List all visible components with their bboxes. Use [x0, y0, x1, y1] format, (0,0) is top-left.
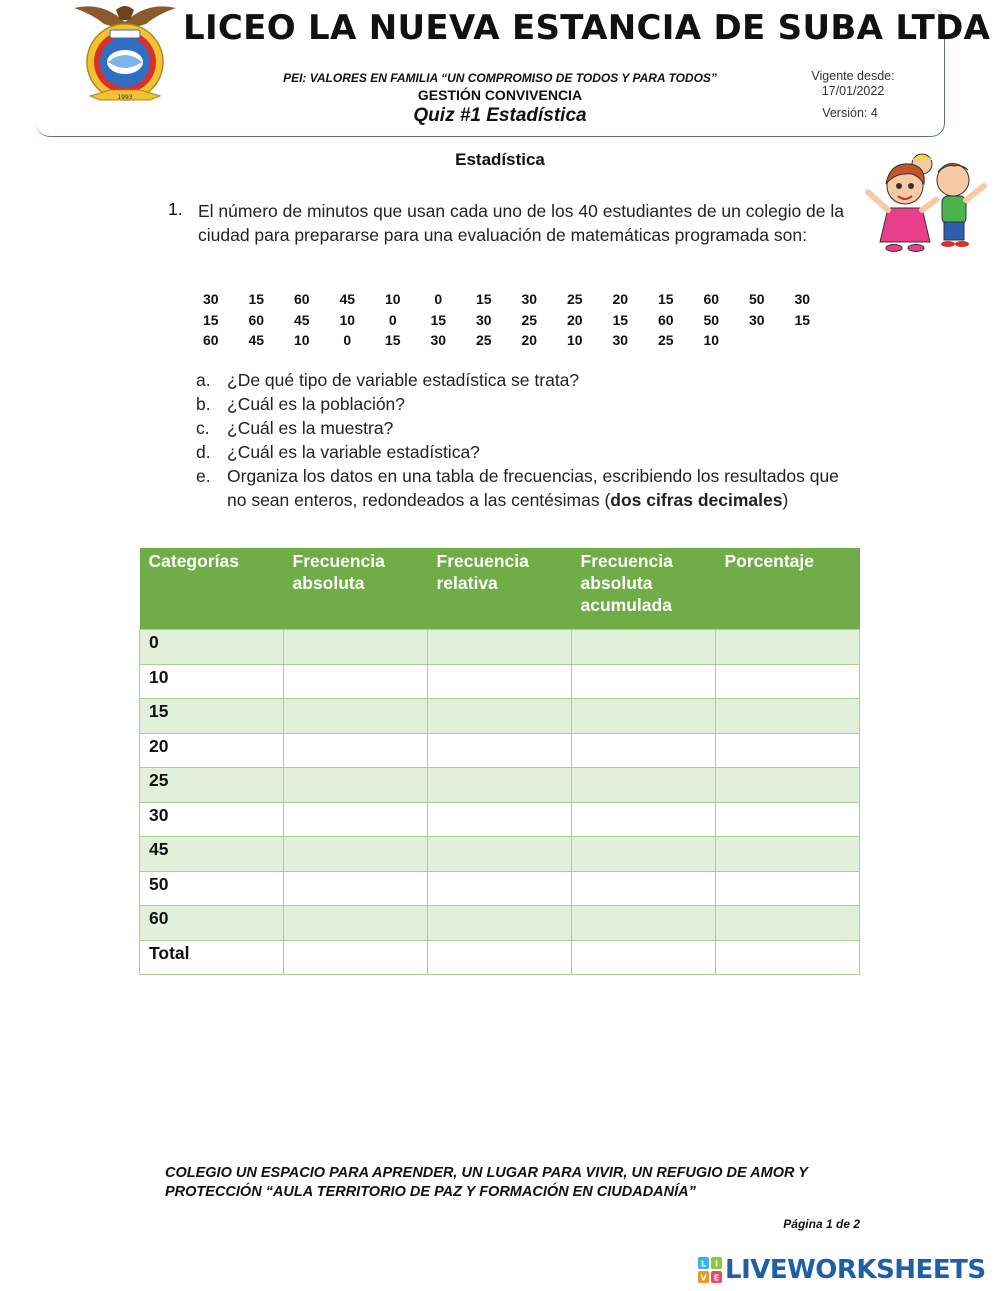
- data-value: 45: [293, 311, 310, 328]
- absolute-frequency-cell[interactable]: [284, 699, 428, 734]
- data-value: 15: [384, 332, 401, 349]
- school-crest-logo: [70, 0, 180, 110]
- percentage-cell[interactable]: [716, 906, 860, 941]
- percentage-cell[interactable]: [716, 630, 860, 665]
- header-frecuencia-relativa: Frecuencia relativa: [428, 548, 572, 630]
- data-value: 60: [248, 311, 265, 328]
- cumulative-frequency-cell[interactable]: [572, 733, 716, 768]
- liveworksheets-brand[interactable]: [698, 1254, 986, 1286]
- subquestion-text-part: Organiza los datos en una tabla de frecuencias, escribiendo los resultados que no sean enteros, redondeados a las centésimas (: [227, 466, 839, 510]
- valid-date: 17/01/2022: [821, 84, 885, 98]
- cumulative-frequency-cell[interactable]: [572, 630, 716, 665]
- cumulative-frequency-cell[interactable]: [572, 768, 716, 803]
- page-number: Página 1 de 2: [783, 1217, 860, 1231]
- valid-label: Vigente desde:: [811, 69, 895, 83]
- kids-illustration: [850, 150, 990, 260]
- subquestion-text: [227, 464, 846, 512]
- question-text: El número de minutos que usan cada uno de los 40 estudiantes de un colegio de la ciudad para prepararse para una evaluación de matemáticas programada son:: [198, 201, 845, 245]
- data-value: 15: [475, 291, 492, 308]
- cumulative-frequency-cell[interactable]: [572, 871, 716, 906]
- data-value: 50: [703, 311, 720, 328]
- subquestion-text: ¿De qué tipo de variable estadística se trata?: [227, 370, 580, 390]
- category-cell: 60: [140, 906, 284, 941]
- percentage-cell[interactable]: [716, 837, 860, 872]
- data-value: 25: [521, 311, 538, 328]
- table-row: [140, 871, 860, 906]
- cumulative-frequency-cell[interactable]: [572, 906, 716, 941]
- percentage-cell[interactable]: [716, 802, 860, 837]
- absolute-frequency-cell[interactable]: [284, 906, 428, 941]
- subject-heading: Estadística: [455, 150, 545, 169]
- subquestion-letter: a.: [196, 370, 211, 390]
- subquestion-letter: b.: [196, 394, 211, 414]
- table-row: [140, 768, 860, 803]
- liveworksheets-badge-icon: [698, 1257, 722, 1283]
- percentage-cell[interactable]: [716, 699, 860, 734]
- table-row: [140, 837, 860, 872]
- relative-frequency-cell[interactable]: [428, 733, 572, 768]
- header-porcentaje: Porcentaje: [716, 548, 860, 630]
- header-frecuencia-acumulada: Frecuencia absoluta acumulada: [572, 548, 716, 630]
- absolute-frequency-cell[interactable]: [284, 940, 428, 975]
- category-cell: 20: [140, 733, 284, 768]
- footer-motto: COLEGIO UN ESPACIO PARA APRENDER, UN LUGAR PARA VIVIR, UN REFUGIO DE AMOR Y PROTECCIÓN “AULA TERRITORIO DE PAZ Y FORMACIÓN EN CIUDADANÍA”: [165, 1165, 808, 1200]
- absolute-frequency-cell[interactable]: [284, 630, 428, 665]
- data-value: 10: [293, 332, 310, 349]
- badge-letter-e: E: [713, 1273, 720, 1283]
- data-value: 15: [657, 291, 674, 308]
- cumulative-frequency-cell[interactable]: [572, 664, 716, 699]
- header-categorias: Categorías: [140, 548, 284, 630]
- percentage-cell[interactable]: [716, 940, 860, 975]
- percentage-cell[interactable]: [716, 871, 860, 906]
- pei-motto: PEI: VALORES EN FAMILIA “UN COMPROMISO DE TODOS Y PARA TODOS”: [283, 71, 717, 85]
- subquestion-letter: e.: [196, 466, 211, 486]
- badge-letter-v: V: [700, 1273, 707, 1283]
- data-value: 10: [339, 311, 356, 328]
- table-header-row: [140, 548, 860, 630]
- data-value: 25: [657, 332, 674, 349]
- department-label: GESTIÓN CONVIVENCIA: [417, 87, 583, 103]
- frequency-table: [139, 548, 860, 975]
- data-row: [188, 330, 825, 351]
- subquestion-text: ¿Cuál es la muestra?: [227, 418, 394, 438]
- school-title: LICEO LA NUEVA ESTANCIA DE SUBA LTDA: [183, 8, 991, 48]
- subquestion-letter: c.: [196, 418, 210, 438]
- data-value: 15: [202, 311, 219, 328]
- subquestion-letter: d.: [196, 442, 211, 462]
- subquestion-text: ¿Cuál es la variable estadística?: [227, 442, 480, 462]
- data-value: 20: [521, 332, 538, 349]
- data-value: 45: [248, 332, 265, 349]
- subquestion-text: ¿Cuál es la población?: [227, 394, 406, 414]
- minutes-data-grid: [188, 289, 825, 351]
- data-value: 0: [434, 291, 443, 308]
- percentage-cell[interactable]: [716, 768, 860, 803]
- category-cell: 50: [140, 871, 284, 906]
- absolute-frequency-cell[interactable]: [284, 802, 428, 837]
- liveworksheets-wordmark: LIVEWORKSHEETS: [725, 1255, 986, 1285]
- subquestion-item: [196, 392, 846, 416]
- subquestion-item: [196, 416, 846, 440]
- percentage-cell[interactable]: [716, 733, 860, 768]
- data-value: 15: [612, 311, 629, 328]
- data-value: 15: [248, 291, 265, 308]
- cumulative-frequency-cell[interactable]: [572, 699, 716, 734]
- subquestion-text-bold: dos cifras decimales: [610, 490, 783, 510]
- data-value: 45: [339, 291, 356, 308]
- data-value: 25: [475, 332, 492, 349]
- data-value: 30: [430, 332, 447, 349]
- category-cell: 15: [140, 699, 284, 734]
- data-value: 60: [657, 311, 674, 328]
- data-value: 25: [566, 291, 583, 308]
- badge-letter-l: L: [700, 1259, 707, 1269]
- category-cell: 25: [140, 768, 284, 803]
- data-value: 60: [202, 332, 219, 349]
- data-value: 10: [703, 332, 720, 349]
- relative-frequency-cell[interactable]: [428, 768, 572, 803]
- table-row: [140, 664, 860, 699]
- subquestion-text-part: ): [782, 490, 789, 510]
- category-cell: 10: [140, 664, 284, 699]
- data-value: 30: [612, 332, 629, 349]
- data-value: 15: [430, 311, 447, 328]
- data-value: 50: [748, 291, 765, 308]
- cumulative-frequency-cell[interactable]: [572, 940, 716, 975]
- subquestion-list: [196, 368, 846, 512]
- relative-frequency-cell[interactable]: [428, 664, 572, 699]
- category-cell: Total: [140, 940, 284, 975]
- data-value: 60: [703, 291, 720, 308]
- table-row: [140, 906, 860, 941]
- subquestion-item: [196, 464, 846, 512]
- absolute-frequency-cell[interactable]: [284, 837, 428, 872]
- relative-frequency-cell[interactable]: [428, 906, 572, 941]
- relative-frequency-cell[interactable]: [428, 940, 572, 975]
- data-value: 10: [566, 332, 583, 349]
- absolute-frequency-cell[interactable]: [284, 733, 428, 768]
- relative-frequency-cell[interactable]: [428, 630, 572, 665]
- table-row: [140, 733, 860, 768]
- data-value: 15: [794, 311, 811, 328]
- valid-since: [790, 69, 916, 99]
- table-row: [140, 940, 860, 975]
- absolute-frequency-cell[interactable]: [284, 664, 428, 699]
- data-value: 30: [521, 291, 538, 308]
- category-cell: 30: [140, 802, 284, 837]
- subquestion-item: [196, 440, 846, 464]
- data-value: 0: [388, 311, 397, 328]
- data-value: 30: [748, 311, 765, 328]
- data-value: 30: [202, 291, 219, 308]
- relative-frequency-cell[interactable]: [428, 699, 572, 734]
- percentage-cell[interactable]: [716, 664, 860, 699]
- absolute-frequency-cell[interactable]: [284, 768, 428, 803]
- logo-year: 1993: [117, 94, 133, 101]
- version-label: Versión: 4: [822, 106, 878, 120]
- table-row: [140, 802, 860, 837]
- table-row: [140, 699, 860, 734]
- data-value: 20: [612, 291, 629, 308]
- data-value: 0: [343, 332, 352, 349]
- quiz-title: Quiz #1 Estadística: [413, 105, 587, 126]
- category-cell: 0: [140, 630, 284, 665]
- data-value: 60: [293, 291, 310, 308]
- question-number: 1.: [168, 199, 183, 219]
- data-value: 10: [384, 291, 401, 308]
- relative-frequency-cell[interactable]: [428, 802, 572, 837]
- cumulative-frequency-cell[interactable]: [572, 802, 716, 837]
- relative-frequency-cell[interactable]: [428, 837, 572, 872]
- subquestion-item: [196, 368, 846, 392]
- cumulative-frequency-cell[interactable]: [572, 837, 716, 872]
- data-row: [188, 289, 825, 310]
- data-value: 30: [475, 311, 492, 328]
- data-value: 20: [566, 311, 583, 328]
- data-row: [188, 310, 825, 331]
- relative-frequency-cell[interactable]: [428, 871, 572, 906]
- table-row: [140, 630, 860, 665]
- category-cell: 45: [140, 837, 284, 872]
- header-frecuencia-absoluta: Frecuencia absoluta: [284, 548, 428, 630]
- absolute-frequency-cell[interactable]: [284, 871, 428, 906]
- data-value: 30: [794, 291, 811, 308]
- badge-letter-i: I: [715, 1259, 718, 1269]
